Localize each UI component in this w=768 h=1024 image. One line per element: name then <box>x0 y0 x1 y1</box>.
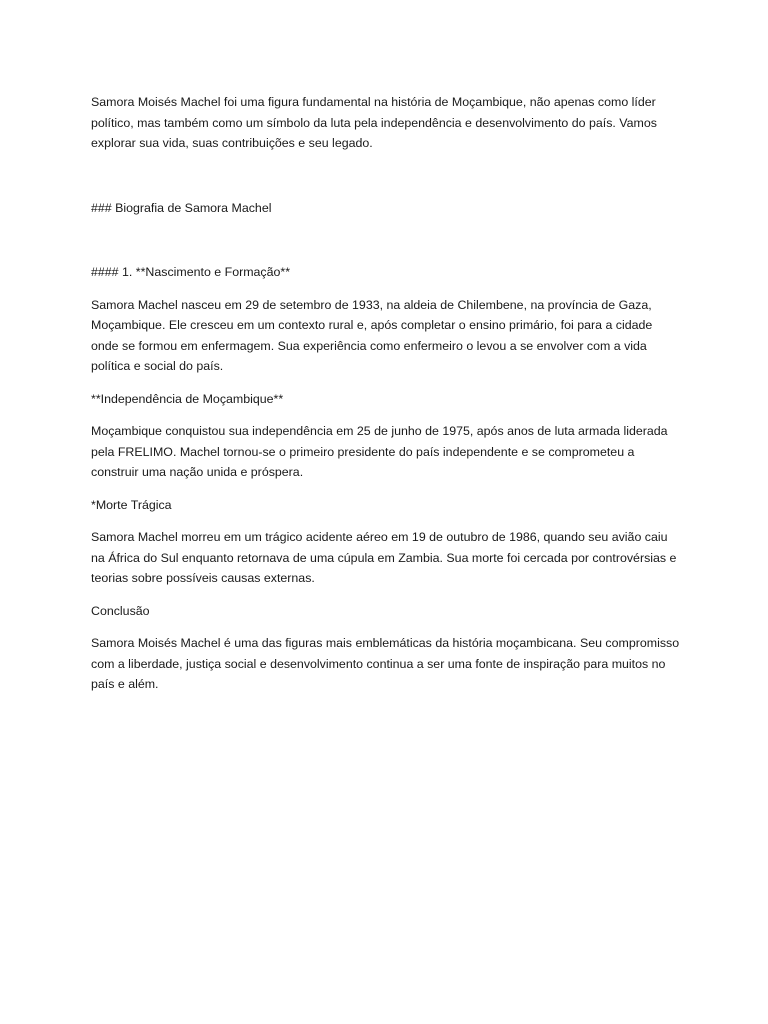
paragraph-morte: Samora Machel morreu em um trágico acidente aéreo em 19 de outubro de 1986, quando seu avião caiu na África do Sul enquanto retornava de uma cúpula em Zambia. Sua morte foi cercada por controvérsias e teorias sobre possíveis causas externas. <box>91 530 677 585</box>
heading-conclusao: Conclusão <box>91 603 150 618</box>
paragraph-independencia: Moçambique conquistou sua independência em 25 de junho de 1975, após anos de luta armada liderada pela FRELIMO. Machel tornou-se o primeiro presidente do país independente e se comprometeu a construir uma nação unida e próspera. <box>91 424 668 479</box>
document-body <box>91 92 681 707</box>
heading-independencia: **Independência de Moçambique** <box>91 391 284 406</box>
paragraph-nascimento: Samora Machel nasceu em 29 de setembro de 1933, na aldeia de Chilembene, na província de Gaza, Moçambique. Ele cresceu em um contexto rural e, após completar o ensino primário, foi para a cidade onde se formou em enfermagem. Sua experiência como enfermeiro o levou a se envolver com a vida política e social do país. <box>91 297 653 373</box>
heading-biografia: ### Biografia de Samora Machel <box>91 200 272 215</box>
paragraph-conclusao: Samora Moisés Machel é uma das figuras mais emblemáticas da história moçambicana. Seu compromisso com a liberdade, justiça social e desenvolvimento continua a ser uma fonte de inspiração para muitos no país e além. <box>91 636 680 691</box>
intro-paragraph: Samora Moisés Machel foi uma figura fundamental na história de Moçambique, não apenas como líder político, mas também como um símbolo da luta pela independência e desenvolvimento do país. Vamos explorar sua vida, suas contribuições e seu legado. <box>91 95 657 150</box>
heading-nascimento: #### 1. **Nascimento e Formação** <box>91 265 291 279</box>
heading-morte: *Morte Trágica <box>91 497 172 512</box>
